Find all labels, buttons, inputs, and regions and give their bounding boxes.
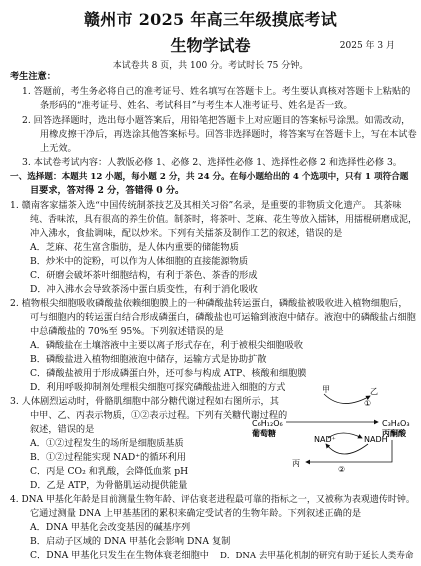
question-2-text: 中总磷酸盐的 70%至 95%。下列叙述错误的是 — [30, 326, 224, 337]
question-4-text: 4. DNA 甲基化年龄是目前测量生物年龄、评估衰老进程最可靠的指标之一，又被称为表观遗传时钟。 — [10, 495, 415, 505]
question-1-text: 纯、香味浓，具有很高的养生价值。制茶时，将茶叶、芝麻、花生等放入擂钵，用擂棍研磨成泥， — [30, 215, 418, 225]
glucose-name: 葡萄糖 — [252, 429, 276, 438]
label-yi: 乙 — [370, 387, 378, 396]
section-heading: 一、选择题：本题共 12 小题，每小题 2 分，共 24 分。在每小题给出的 4 个选项中，只有 1 项符合题 — [10, 172, 409, 182]
section-heading: 目要求，答对得 2 分，答错得 0 分。 — [30, 185, 185, 196]
question-2-option-c: C．磷酸盐被用于形成磷蛋白外，还可参与构成 ATP、核酸和细胞膜 — [30, 368, 307, 379]
question-1-option-b: B．炒米中的淀粉，可以作为人体细胞的直接能源物质 — [30, 256, 249, 267]
question-2-text: 可与细胞内的转运蛋白结合形成磷蛋白，磷酸盐也可运输到液泡中储存。液泡中的磷酸盐占细胞 — [30, 312, 416, 323]
notice-line: 3. 本试卷考试内容：人教版必修 1、必修 2、选择性必修 1、选择性必修 2 和选择性必修 3。 — [22, 157, 402, 168]
question-4-option-b: B．启动子区域的 DNA 甲基化会影响 DNA 复制 — [30, 536, 231, 547]
question-1-option-d: D．冲入沸水会导致茶汤中蛋白质变性，有利于消化吸收 — [30, 284, 258, 295]
pyruvate-formula: C₃H₄O₃ — [382, 419, 410, 428]
question-1-option-a: A．芝麻、花生富含脂肪，是人体内重要的储能物质 — [30, 242, 239, 253]
question-2-option-b: B．磷酸盐进入植物细胞液泡中储存，运输方式是协助扩散 — [30, 354, 267, 365]
question-3-option-d: D．乙是 ATP，为骨骼肌运动提供能量 — [30, 480, 188, 491]
question-3-text: 叙述，错误的是 — [30, 424, 95, 435]
label-nadh: NADH — [364, 435, 388, 444]
notice-line: 上无效。 — [40, 143, 77, 154]
exam-info: 本试卷共 8 页，共 100 分。考试时长 75 分钟。 — [112, 61, 309, 71]
question-3-text: 3. 人体剧烈运动时，骨骼肌细胞中部分糖代谢过程如右图所示，其 — [10, 396, 279, 407]
question-3-option-c: C．丙是 CO₂ 和乳酸，会降低血浆 pH — [30, 466, 189, 477]
step-2-label: ② — [338, 465, 346, 474]
question-3-option-b: B．①②过程能实现 NAD⁺的循环利用 — [30, 452, 186, 463]
pyruvate-name: 丙酮酸 — [382, 429, 406, 438]
exam-date: 2025 年 3 月 — [339, 41, 395, 51]
question-4-option-a: A．DNA 甲基化会改变基因的碱基序列 — [30, 522, 191, 533]
notice-line: 用橡皮擦干净后，再选涂其他答案标号。回答非选择题时，将答案写在答题卡上，写在本试卷 — [40, 129, 417, 140]
question-4-option-d: D．DNA 去甲基化机制的研究有助于延长人类寿命 — [220, 551, 414, 561]
question-2-text: 2. 植物根尖细胞吸收磷酸盐依赖细胞膜上的一种磷酸盐转运蛋白，磷酸盐被吸收进入植物细胞后， — [10, 298, 408, 309]
question-4-option-c: C．DNA 甲基化只发生在生物体衰老细胞中 — [30, 550, 209, 561]
arrow-nadh-nad — [326, 444, 368, 454]
notice-heading: 考生注意： — [10, 71, 56, 82]
glucose-formula: C₆H₁₂O₆ — [252, 419, 283, 428]
question-2-option-a: A．磷酸盐在土壤溶液中主要以离子形式存在，利于被根尖细胞吸收 — [30, 340, 304, 351]
exam-subtitle: 生物学试卷 — [170, 36, 251, 55]
question-4-text: 它通过测量 DNA 上甲基基团的累积来确定受试者的生物年龄。下列叙述正确的是 — [30, 508, 362, 519]
question-3-option-a: A．①②过程发生的场所是细胞质基质 — [30, 438, 184, 449]
label-nad: NAD⁺ — [314, 435, 336, 444]
notice-line: 条形码的“准考证号、姓名、考试科目”与考生本人准考证号、姓名是否一致。 — [40, 100, 353, 111]
notice-line: 1. 答题前，考生务必将自己的准考证号、姓名填写在答题卡上。考生要认真核对答题卡上粘贴的 — [22, 86, 411, 97]
glycolysis-diagram — [252, 382, 421, 482]
exam-title: 赣州市 2025 年高三年级摸底考试 — [83, 10, 338, 29]
label-bing: 丙 — [292, 459, 300, 468]
step-1-label: ① — [364, 399, 372, 408]
question-1-text: 1. 赣南客家擂茶入选“中国传统制茶技艺及其相关习俗”名录，是重要的非物质文化遗产。 其茶味 — [10, 200, 402, 211]
question-3-text: 中甲、乙、丙表示物质，①②表示过程。下列有关糖代谢过程的 — [30, 410, 288, 421]
question-2-option-d: D．利用呼吸抑制剂处理根尖细胞可探究磷酸盐进入细胞的方式 — [30, 382, 286, 393]
question-1-text: 冲入沸水，食盐调味，配以炒米。下列有关擂茶及制作工艺的叙述，错误的是 — [30, 228, 343, 239]
label-jia: 甲 — [322, 385, 330, 394]
question-1-option-c: C．研磨会破坏茶叶细胞结构，有利于茶色、茶香的形成 — [30, 270, 258, 281]
notice-line: 2. 回答选择题时，选出每小题答案后，用铅笔把答题卡上对应题目的答案标号涂黑。如需改动， — [22, 115, 411, 126]
